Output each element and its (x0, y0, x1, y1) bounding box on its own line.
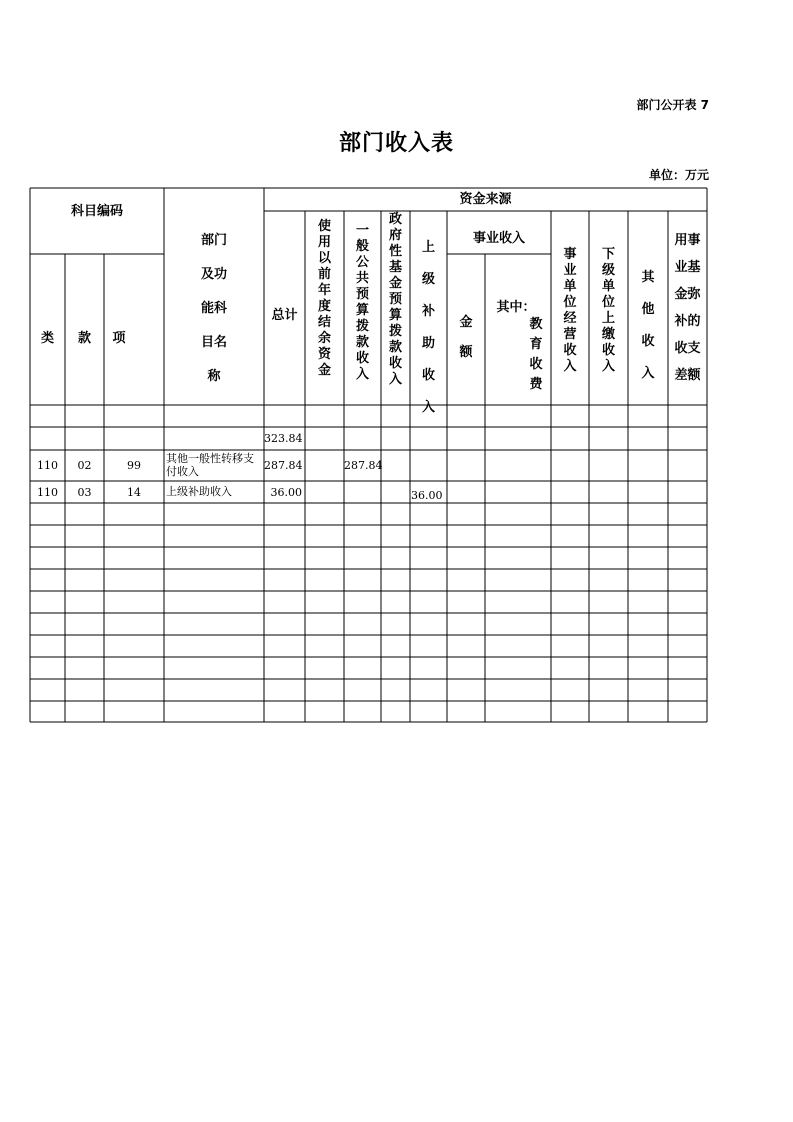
header-subordinate: 下 级 单 位 上 缴 收 入 (601, 247, 615, 374)
header-reserve (668, 229, 707, 391)
header-dept-line: 及功 (200, 267, 227, 282)
cell-general-budget: 287.84 (344, 459, 383, 472)
unit-label: 单位：万元 (648, 168, 709, 182)
header-reserve-line: 金弥 (674, 287, 701, 302)
header-dept-function (164, 229, 264, 399)
header-reserve-line: 业基 (674, 260, 701, 275)
cell-lei: 110 (37, 459, 58, 472)
header-total: 总计 (271, 308, 298, 323)
cell-total: 323.84 (264, 432, 303, 445)
cell-xiang: 14 (127, 486, 141, 499)
cell-name: 其他一般性转移支付收入 (166, 452, 254, 478)
header-reserve-line: 收支 (674, 341, 701, 356)
header-reserve-line: 差额 (674, 368, 701, 383)
header-superior-subsidy: 上 级 补 助 收 入 (421, 240, 435, 415)
form-number: 部门公开表 7 (636, 98, 709, 112)
header-dept-line: 能科 (200, 301, 227, 316)
cell-name: 上级补助收入 (166, 485, 232, 498)
header-dept-line: 称 (207, 369, 221, 384)
header-of-which-label: 其中： (496, 300, 536, 315)
header-operating: 事 业 单 位 经 营 收 入 (563, 247, 577, 374)
header-other: 其 他 收 入 (641, 270, 655, 381)
header-reserve-line: 用事 (674, 233, 701, 248)
header-business-income: 事业收入 (472, 231, 525, 246)
cell-lei: 110 (37, 486, 58, 499)
cell-kuan: 02 (77, 459, 92, 472)
header-amount: 金 额 (459, 315, 473, 360)
header-dept-line: 部门 (200, 233, 227, 248)
cell-superior-subsidy: 36.00 (411, 489, 443, 502)
header-xiang: 项 (112, 331, 126, 346)
header-general-budget: 一 般 公 共 预 算 拨 款 收 入 (355, 223, 369, 382)
header-fund-source: 资金来源 (459, 192, 512, 207)
header-gov-fund: 政 府 性 基 金 预 算 拨 款 收 入 (388, 212, 402, 387)
cell-xiang: 99 (127, 459, 141, 472)
header-reserve-line: 补的 (674, 314, 701, 329)
header-prior-year: 使 用 以 前 年 度 结 余 资 金 (317, 219, 331, 378)
header-of-which-edu (485, 296, 551, 395)
header-edu-fee: 教 育 收 费 (529, 317, 543, 392)
cell-total: 287.84 (264, 459, 303, 472)
cell-kuan: 03 (77, 486, 92, 499)
page-title: 部门收入表 (338, 131, 454, 156)
header-lei: 类 (40, 331, 54, 346)
header-dept-line: 目名 (200, 335, 227, 350)
header-kuan: 款 (77, 331, 91, 346)
header-subject-code: 科目编码 (70, 204, 123, 219)
cell-total: 36.00 (270, 486, 302, 499)
